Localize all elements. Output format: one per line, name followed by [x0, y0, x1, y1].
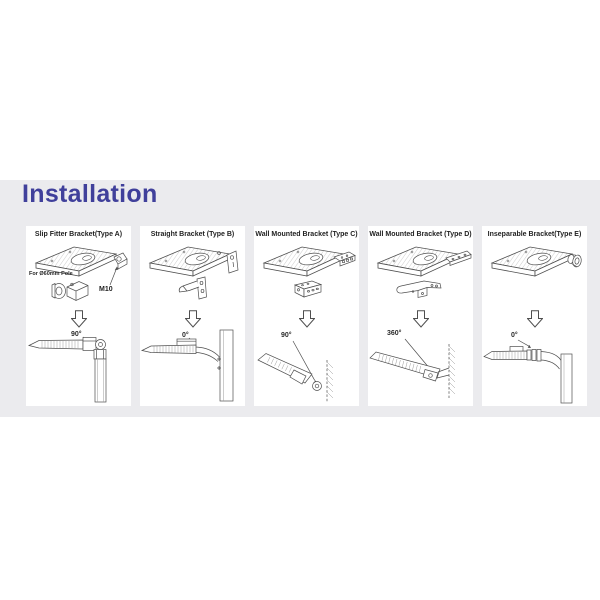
panel-straight-bracket-type-b: [140, 226, 245, 406]
fixture-top-illustration: [368, 240, 473, 304]
fixture-top-illustration: [140, 240, 245, 304]
angle-label: 0°: [511, 332, 518, 339]
pole-size-label: For Ø60mm Pole: [29, 271, 73, 277]
fixture-top-illustration: [482, 240, 587, 304]
angle-label: 90°: [71, 331, 82, 338]
section-title: Installation: [22, 180, 158, 208]
panel-title: Straight Bracket (Type B): [150, 231, 235, 238]
panel-slip-fitter-bracket-type-a: [26, 226, 131, 406]
installed-view-illustration: [482, 328, 587, 404]
panel-title: Wall Mounted Bracket (Type D): [369, 231, 472, 238]
fixture-top-illustration: [254, 240, 359, 304]
panel-wall-mounted-bracket-type-c: [254, 226, 359, 406]
down-arrow-icon: [299, 310, 315, 328]
panel-wall-mounted-bracket-type-d: [368, 226, 473, 406]
installed-view-illustration: [368, 328, 473, 404]
installed-view-illustration: [140, 328, 245, 404]
installed-view-illustration: [26, 328, 131, 404]
bolt-size-label: M10: [99, 286, 113, 293]
panel-title: Inseparable Bracket(Type E): [487, 231, 582, 238]
panel-title: Slip Fitter Bracket(Type A): [34, 231, 123, 238]
angle-label: 360°: [387, 330, 402, 337]
down-arrow-icon: [527, 310, 543, 328]
panel-inseparable-bracket-type-e: [482, 226, 587, 406]
down-arrow-icon: [413, 310, 429, 328]
installed-view-illustration: [254, 328, 359, 404]
angle-label: 90°: [281, 332, 292, 339]
down-arrow-icon: [185, 310, 201, 328]
panel-title: Wall Mounted Bracket (Type C): [255, 231, 358, 238]
angle-label: 0°: [182, 332, 189, 339]
bracket-panels-row: [26, 226, 587, 406]
down-arrow-icon: [71, 310, 87, 328]
